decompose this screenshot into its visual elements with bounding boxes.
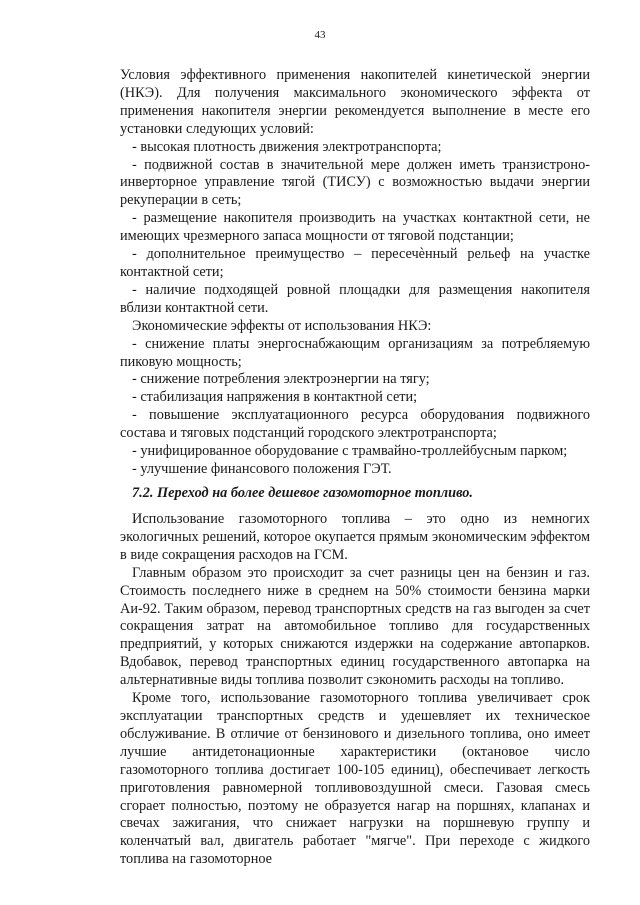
economic-effects-intro: Экономические эффекты от использования НКЭ:	[132, 317, 432, 334]
nke-section	[120, 67, 590, 479]
gas-fuel-section	[120, 511, 590, 869]
nke-condition-item: - наличие подходящей ровной площадки для размещения накопителя вблизи контактной сети.	[120, 281, 590, 316]
economic-effect-item: - унифицированное оборудование с трамвайно-троллейбусным парком;	[132, 443, 568, 460]
nke-condition-item: - подвижной состав в значительной мере должен иметь транзистроно-инверторное управление тягой (ТИСУ) с возможностью выдачи энергии рекуперации в сеть;	[120, 156, 590, 209]
economic-effect-item: - повышение эксплуатационного ресурса оборудования подвижного состава и тяговых подстанций городского электротранспорта;	[120, 407, 590, 442]
economic-effect-item: - снижение платы энергоснабжающим организациям за потребляемую пиковую мощность;	[120, 335, 590, 370]
page-number: 43	[314, 29, 326, 41]
gas-fuel-paragraph: Использование газомоторного топлива – это одно из немногих экологичных решений, которое окупается прямым экономическим эффектом в виде сокращения расходов на ГСМ.	[120, 511, 590, 563]
gas-fuel-paragraph: Кроме того, использование газомоторного топлива увеличивает срок эксплуатации транспортных средств и удешевляет их техническое обслуживание. В отличие от бензинового и дизельного топлива, оно имеет лучшие антидетонационные характеристики (октановое число газомоторного топлива достигает 100-105 единиц), обеспечивает легкость приготовления равномерной топливовоздушной смеси. Газовая смесь сгорает полностью, поэтому не образуется нагар на поршнях, клапанах и свечах зажигания, что снижает нагрузки на поршневую группу и коленчатый вал, двигатель работает "мягче". При переходе с жидкого топлива на газомоторное	[120, 690, 590, 868]
nke-condition-item: - размещение накопителя производить на участках контактной сети, не имеющих чрезмерного запаса мощности от тяговой подстанции;	[120, 210, 590, 245]
economic-effect-item: - стабилизация напряжения в контактной сети;	[132, 389, 418, 406]
economic-effect-item: - улучшение финансового положения ГЭТ.	[132, 460, 392, 477]
gas-fuel-paragraph: Главным образом это происходит за счет разницы цен на бензин и газ. Стоимость последнего ниже в среднем на 50% стоимости бензина марки Аи-92. Таким образом, перевод транспортных средств на газ выгоден за счет сокращения затрат на автомобильное топливо для государственных предприятий, у которых снижаются издержки на содержание автопарков. Вдобавок, перевод транспортных единиц государственного автопарка на альтернативные виды топлива позволит сэкономить расходы на топливо.	[120, 564, 590, 689]
economic-effect-item: - снижение потребления электроэнергии на тягу;	[132, 371, 430, 388]
nke-condition-item: - высокая плотность движения электротранспорта;	[132, 138, 442, 155]
nke-condition-item: - дополнительное преимущество – пересечѐнный рельеф на участке контактной сети;	[120, 246, 590, 280]
section-heading: 7.2. Переход на более дешевое газомоторное топливо.	[132, 485, 474, 501]
nke-conditions-intro: Условия эффективного применения накопителей кинетической энергии (НКЭ). Для получения максимального экономического эффекта от применения накопителя энергии рекомендуется выполнение в месте его установки следующих условий:	[120, 67, 590, 137]
